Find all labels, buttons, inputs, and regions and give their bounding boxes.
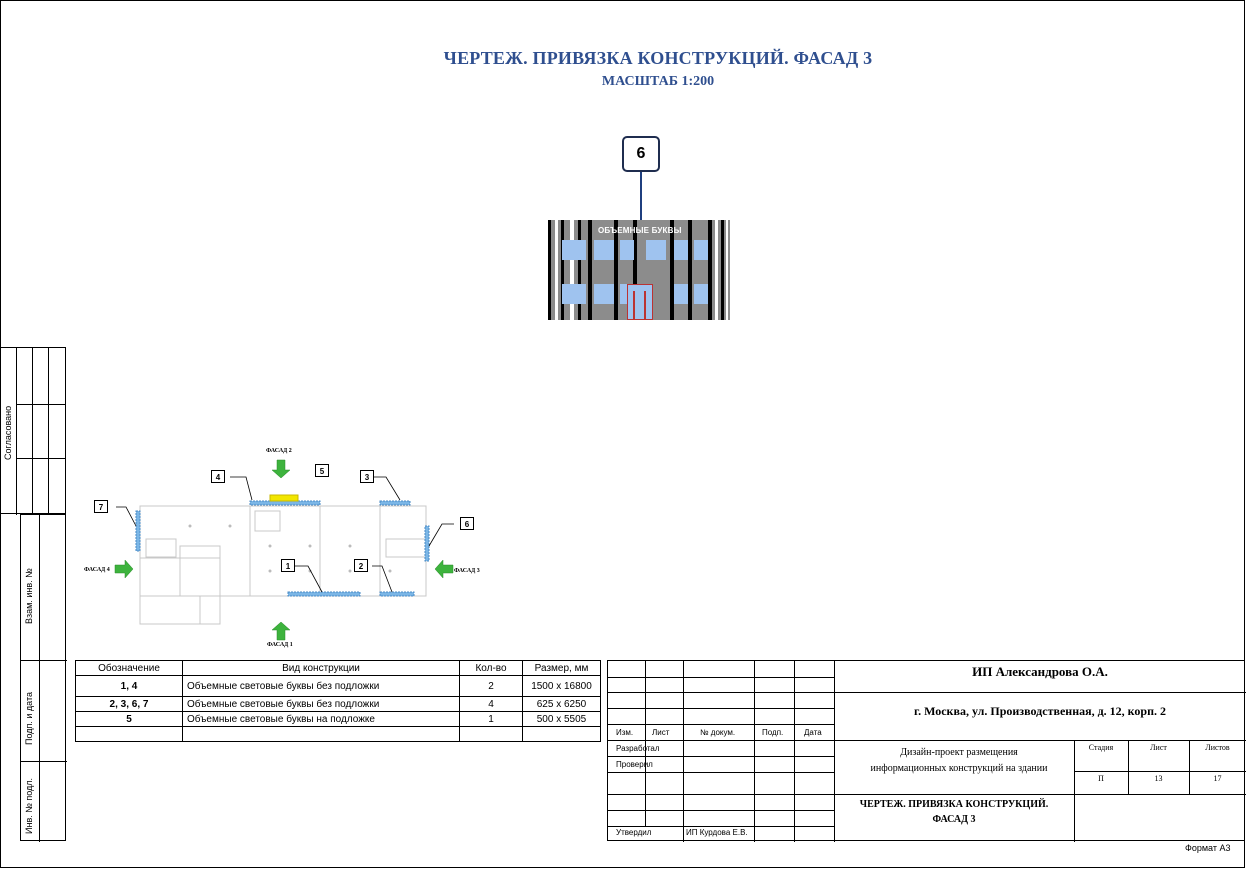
spec-cell-empty	[183, 727, 460, 742]
structure-5	[270, 495, 298, 501]
facade-pillar	[588, 220, 592, 320]
spec-cell-empty	[523, 727, 601, 742]
spec-cell-empty	[76, 727, 183, 742]
col-header-change: Изм.	[616, 728, 634, 737]
facade-pillar	[614, 220, 618, 320]
spec-cell-size: 500 х 5505	[523, 712, 601, 727]
facade-3-label: ФАСАД 3	[454, 568, 480, 574]
plan-leaders	[116, 477, 454, 592]
spec-header-designation: Обозначение	[76, 661, 183, 676]
spec-cell-designation: 2, 3, 6, 7	[76, 697, 183, 712]
facade-pillar	[715, 220, 718, 320]
facade-pillar	[726, 220, 728, 320]
facade-window	[562, 240, 586, 260]
project-name-line2: информационных конструкций на здании	[870, 763, 1048, 774]
facade-1-label: ФАСАД 1	[267, 642, 293, 648]
sign-date-label: Подп. и дата	[24, 691, 34, 745]
facade-sign-label: ОБЪЕМНЫЕ БУКВЫ	[598, 226, 682, 235]
sheet-title-line1: ЧЕРТЕЖ. ПРИВЯЗКА КОНСТРУКЦИЙ.	[859, 799, 1049, 810]
company-name: ИП Александрова О.А.	[972, 664, 1108, 679]
drawing-title: ЧЕРТЕЖ. ПРИВЯЗКА КОНСТРУКЦИЙ. ФАСАД 3	[443, 48, 873, 68]
spec-cell-size: 1500 х 16800	[523, 676, 601, 697]
facade-pillar	[548, 220, 551, 320]
inv-replace-label: Взам. инв. №	[24, 568, 34, 624]
spec-cell-type: Объемные световые буквы без подложки	[183, 676, 460, 697]
structure-3	[380, 501, 410, 505]
facade-elevation	[548, 220, 730, 320]
facade-window	[620, 240, 634, 260]
spec-header-row	[76, 661, 601, 676]
facade-pillar	[570, 220, 574, 320]
facade-window	[594, 240, 614, 260]
sheet-label: Лист	[1150, 743, 1167, 752]
col-header-sheet: Лист	[652, 728, 670, 737]
col-header-doc: № докум.	[700, 728, 736, 737]
stage-value: П	[1098, 774, 1104, 783]
entrance-door	[627, 284, 653, 320]
table-row	[76, 727, 601, 742]
spec-header-type: Вид конструкции	[183, 661, 460, 676]
plan-callout-2: 2	[354, 559, 368, 572]
facade-window	[562, 284, 586, 304]
facade-pillar	[670, 220, 674, 320]
spec-table	[75, 660, 601, 742]
facade-pillar	[721, 220, 724, 320]
facade-4-label: ФАСАД 4	[84, 567, 110, 573]
col-header-sign: Подп.	[762, 728, 784, 737]
role-developed: Разработал	[616, 744, 660, 753]
facade-pillar	[688, 220, 692, 320]
project-name-line1: Дизайн-проект размещения	[900, 747, 1018, 758]
project-address: г. Москва, ул. Производственная, д. 12, корп. 2	[913, 704, 1167, 718]
spec-cell-qty: 1	[460, 712, 523, 727]
facade-pillar	[555, 220, 558, 320]
facade-arrows	[115, 460, 453, 640]
table-row	[76, 697, 601, 712]
spec-cell-empty	[460, 727, 523, 742]
plan-callout-1: 1	[281, 559, 295, 572]
spec-cell-qty: 4	[460, 697, 523, 712]
sheets-value: 17	[1213, 774, 1222, 783]
spec-cell-type: Объемные световые буквы без подложки	[183, 697, 460, 712]
approved-name: ИП Курдова Е.В.	[686, 828, 748, 837]
spec-header-qty: Кол-во	[460, 661, 523, 676]
facade-window	[594, 284, 614, 304]
facade-pillar	[578, 220, 581, 320]
facade-pillar	[708, 220, 712, 320]
facade-window	[674, 284, 688, 304]
spec-cell-designation: 5	[76, 712, 183, 727]
table-row	[76, 676, 601, 697]
col-header-date: Дата	[804, 728, 822, 737]
format-label: Формат А3	[1185, 843, 1231, 853]
spec-cell-qty: 2	[460, 676, 523, 697]
role-checked: Проверил	[616, 760, 653, 769]
sheet-title-line2: ФАСАД 3	[932, 814, 976, 825]
spec-cell-designation: 1, 4	[76, 676, 183, 697]
plan-callout-4: 4	[211, 470, 225, 483]
plan-callout-3: 3	[360, 470, 374, 483]
title-block	[607, 660, 1245, 841]
sheets-label: Листов	[1205, 743, 1230, 752]
facade-pillar	[561, 220, 564, 320]
sheet-value: 13	[1154, 774, 1163, 783]
agreed-label: Согласовано	[3, 405, 13, 460]
facade-window	[694, 284, 708, 304]
structure-7	[136, 511, 140, 551]
structure-4	[250, 501, 320, 505]
facade-window	[674, 240, 688, 260]
facade-2-label: ФАСАД 2	[266, 448, 292, 454]
structure-1	[288, 592, 360, 596]
facade-window	[694, 240, 708, 260]
structure-2	[380, 592, 414, 596]
stage-label: Стадия	[1088, 743, 1114, 752]
structure-6	[425, 526, 429, 561]
plan-callout-5: 5	[315, 464, 329, 477]
plan-callout-6: 6	[460, 517, 474, 530]
table-row	[76, 712, 601, 727]
floor-plan	[80, 446, 500, 646]
role-approved: Утвердил	[616, 828, 652, 837]
drawing-scale: МАСШТАБ 1:200	[601, 74, 715, 89]
spec-cell-size: 625 х 6250	[523, 697, 601, 712]
facade-callout: 6	[622, 136, 660, 172]
facade-window	[646, 240, 666, 260]
spec-header-size: Размер, мм	[523, 661, 601, 676]
plan-callout-7: 7	[94, 500, 108, 513]
spec-cell-type: Объемные световые буквы на подложке	[183, 712, 460, 727]
inv-orig-label: Инв. № подл.	[24, 777, 34, 834]
